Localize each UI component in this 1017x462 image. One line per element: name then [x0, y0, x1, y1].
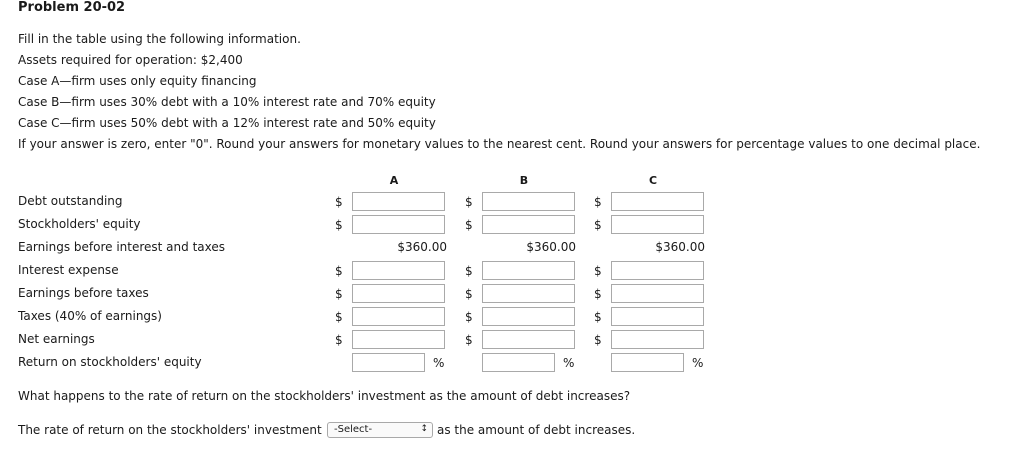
row-label-equity: Stockholders' equity [18, 217, 141, 231]
row-label-roe: Return on stockholders' equity [18, 355, 202, 369]
taxes-input-b[interactable] [482, 307, 575, 326]
answer-prefix: The rate of return on the stockholders' investment [18, 423, 322, 437]
percent-symbol: % [433, 356, 445, 370]
row-label-ebt: Earnings before taxes [18, 286, 149, 300]
instruction-line: Case C—firm uses 50% debt with a 12% interest rate and 50% equity [18, 116, 436, 130]
currency-symbol: $ [335, 287, 343, 301]
ebit-value-b: $360.00 [526, 240, 576, 254]
currency-symbol: $ [335, 310, 343, 324]
currency-symbol: $ [465, 195, 473, 209]
interest-input-b[interactable] [482, 261, 575, 280]
column-header-a: A [389, 174, 399, 187]
instruction-line: Case B—firm uses 30% debt with a 10% interest rate and 70% equity [18, 95, 436, 109]
taxes-input-c[interactable] [611, 307, 704, 326]
instruction-line: Assets required for operation: $2,400 [18, 53, 243, 67]
currency-symbol: $ [465, 333, 473, 347]
currency-symbol: $ [335, 195, 343, 209]
problem-title: Problem 20-02 [18, 0, 126, 15]
percent-symbol: % [692, 356, 704, 370]
instruction-line: Case A—firm uses only equity financing [18, 74, 257, 88]
equity-input-a[interactable] [352, 215, 445, 234]
instruction-line: If your answer is zero, enter "0". Round your answers for monetary values to the nearest cent. Round your answers for percentage values to one decimal place. [18, 137, 981, 151]
currency-symbol: $ [465, 310, 473, 324]
select-value: -Select- [334, 424, 373, 435]
column-header-c: C [648, 174, 658, 187]
currency-symbol: $ [594, 333, 602, 347]
currency-symbol: $ [335, 218, 343, 232]
ebt-input-b[interactable] [482, 284, 575, 303]
currency-symbol: $ [465, 287, 473, 301]
interest-input-c[interactable] [611, 261, 704, 280]
currency-symbol: $ [335, 264, 343, 278]
currency-symbol: $ [594, 310, 602, 324]
equity-input-b[interactable] [482, 215, 575, 234]
row-label-debt: Debt outstanding [18, 194, 123, 208]
rate-change-select[interactable] [327, 422, 433, 438]
row-label-ebit: Earnings before interest and taxes [18, 240, 225, 254]
ebit-value-c: $360.00 [655, 240, 705, 254]
ebt-input-a[interactable] [352, 284, 445, 303]
debt-input-a[interactable] [352, 192, 445, 211]
currency-symbol: $ [594, 264, 602, 278]
currency-symbol: $ [335, 333, 343, 347]
debt-input-b[interactable] [482, 192, 575, 211]
question-text: What happens to the rate of return on the stockholders' investment as the amount of debt increases? [18, 389, 631, 403]
net-input-b[interactable] [482, 330, 575, 349]
ebit-value-a: $360.00 [397, 240, 447, 254]
row-label-taxes: Taxes (40% of earnings) [18, 309, 162, 323]
row-label-interest: Interest expense [18, 263, 119, 277]
roe-input-c[interactable] [611, 353, 684, 372]
interest-input-a[interactable] [352, 261, 445, 280]
ebt-input-c[interactable] [611, 284, 704, 303]
net-input-a[interactable] [352, 330, 445, 349]
roe-input-b[interactable] [482, 353, 555, 372]
debt-input-c[interactable] [611, 192, 704, 211]
currency-symbol: $ [465, 264, 473, 278]
instruction-line: Fill in the table using the following information. [18, 32, 301, 46]
taxes-input-a[interactable] [352, 307, 445, 326]
currency-symbol: $ [465, 218, 473, 232]
answer-suffix: as the amount of debt increases. [437, 423, 636, 437]
currency-symbol: $ [594, 287, 602, 301]
percent-symbol: % [563, 356, 575, 370]
chevron-updown-icon: ↕ [420, 424, 428, 434]
column-header-b: B [519, 174, 529, 187]
roe-input-a[interactable] [352, 353, 425, 372]
net-input-c[interactable] [611, 330, 704, 349]
equity-input-c[interactable] [611, 215, 704, 234]
currency-symbol: $ [594, 195, 602, 209]
currency-symbol: $ [594, 218, 602, 232]
row-label-net: Net earnings [18, 332, 95, 346]
